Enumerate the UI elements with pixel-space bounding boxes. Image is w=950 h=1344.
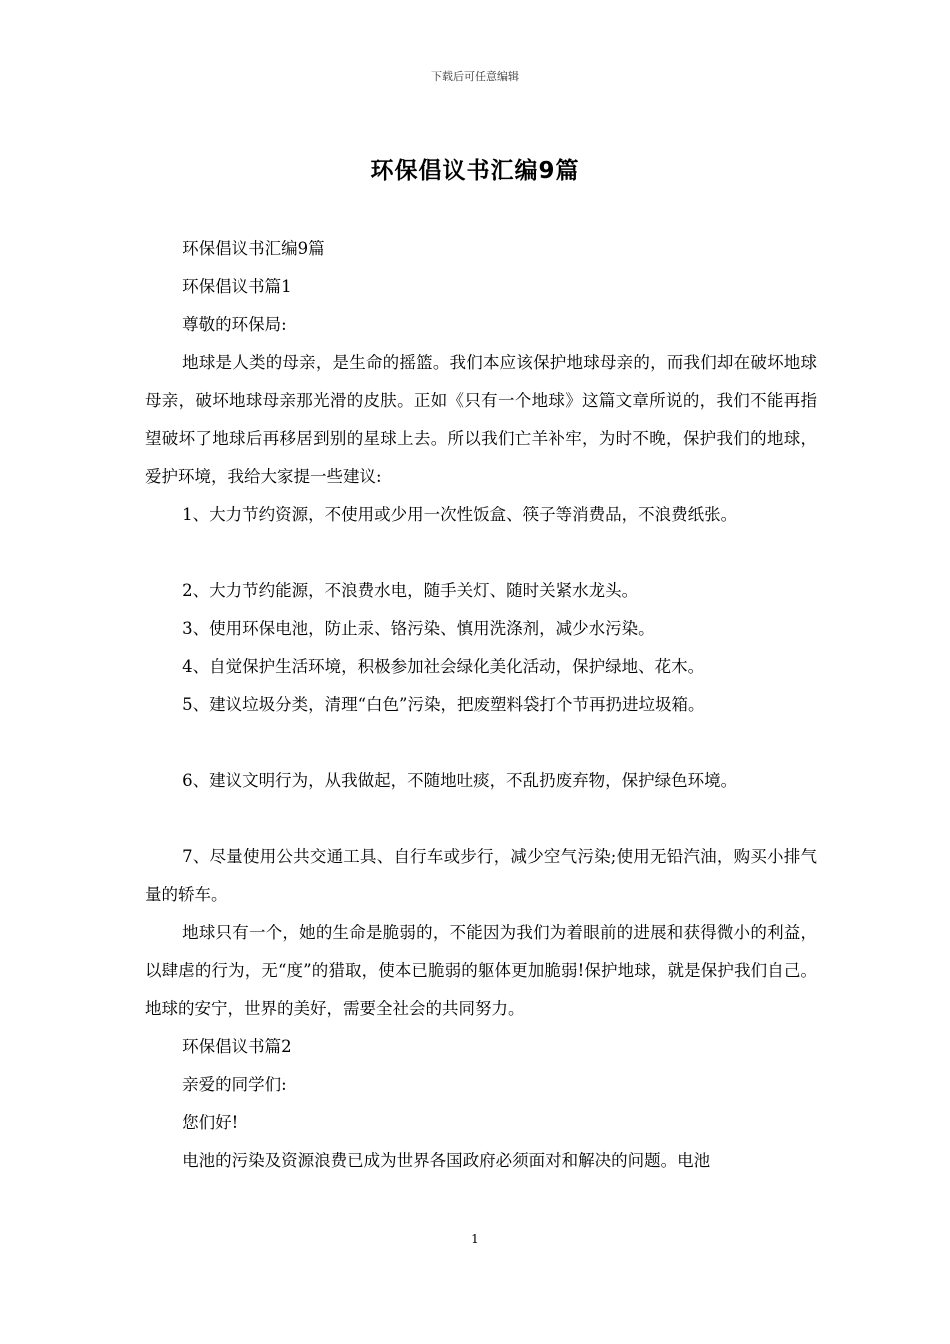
suggestion-item-2: 2、大力节约能源，不浪费水电，随手关灯、随时关紧水龙头。 bbox=[182, 581, 639, 600]
body-paragraph: 地球是人类的母亲，是生命的摇篮。我们本应该保护地球母亲的，而我们却在破坏地球母亲，破坏地球母亲那光滑的皮肤。正如《只有一个地球》这篇文章所说的，我们不能再指望破坏了地球后再移居到别的星球上去。所以我们亡羊补牢，为时不晚，保护我们的地球，爱护环境，我给大家提一些建议: bbox=[145, 353, 817, 486]
salutation: 亲爱的同学们: bbox=[182, 1075, 287, 1094]
document-body bbox=[145, 230, 817, 1180]
suggestion-item-5: 5、建议垃圾分类，清理“白色”污染，把废塑料袋打个节再扔进垃圾箱。 bbox=[182, 695, 705, 714]
subtitle-paragraph: 环保倡议书汇编9篇 bbox=[182, 239, 325, 258]
suggestion-item-1: 1、大力节约资源，不使用或少用一次性饭盒、筷子等消费品，不浪费纸张。 bbox=[182, 505, 738, 524]
greeting: 您们好! bbox=[182, 1113, 239, 1132]
body-paragraph: 地球只有一个，她的生命是脆弱的，不能因为我们为着眼前的进展和获得微小的利益，以肆虐的行为，无“度”的猎取，使本已脆弱的躯体更加脆弱!保护地球，就是保护我们自己。地球的安宁，世界的美好，需要全社会的共同努力。 bbox=[145, 923, 817, 1018]
section-heading-1: 环保倡议书篇1 bbox=[182, 277, 292, 296]
salutation: 尊敬的环保局: bbox=[182, 315, 287, 334]
body-paragraph: 电池的污染及资源浪费已成为世界各国政府必须面对和解决的问题。电池 bbox=[182, 1151, 711, 1170]
suggestion-item-7: 7、尽量使用公共交通工具、自行车或步行，减少空气污染;使用无铅汽油，购买小排气量的轿车。 bbox=[145, 847, 817, 904]
suggestion-item-4: 4、自觉保护生活环境，积极参加社会绿化美化活动，保护绿地、花木。 bbox=[182, 657, 705, 676]
page-header-note: 下载后可任意编辑 bbox=[431, 70, 519, 83]
page-number: 1 bbox=[471, 1232, 479, 1246]
section-heading-2: 环保倡议书篇2 bbox=[182, 1037, 292, 1056]
suggestion-item-3: 3、使用环保电池，防止汞、铬污染、慎用洗涤剂，减少水污染。 bbox=[182, 619, 655, 638]
document-title: 环保倡议书汇编9篇 bbox=[370, 158, 580, 184]
suggestion-item-6: 6、建议文明行为，从我做起，不随地吐痰，不乱扔废弃物，保护绿色环境。 bbox=[182, 771, 738, 790]
